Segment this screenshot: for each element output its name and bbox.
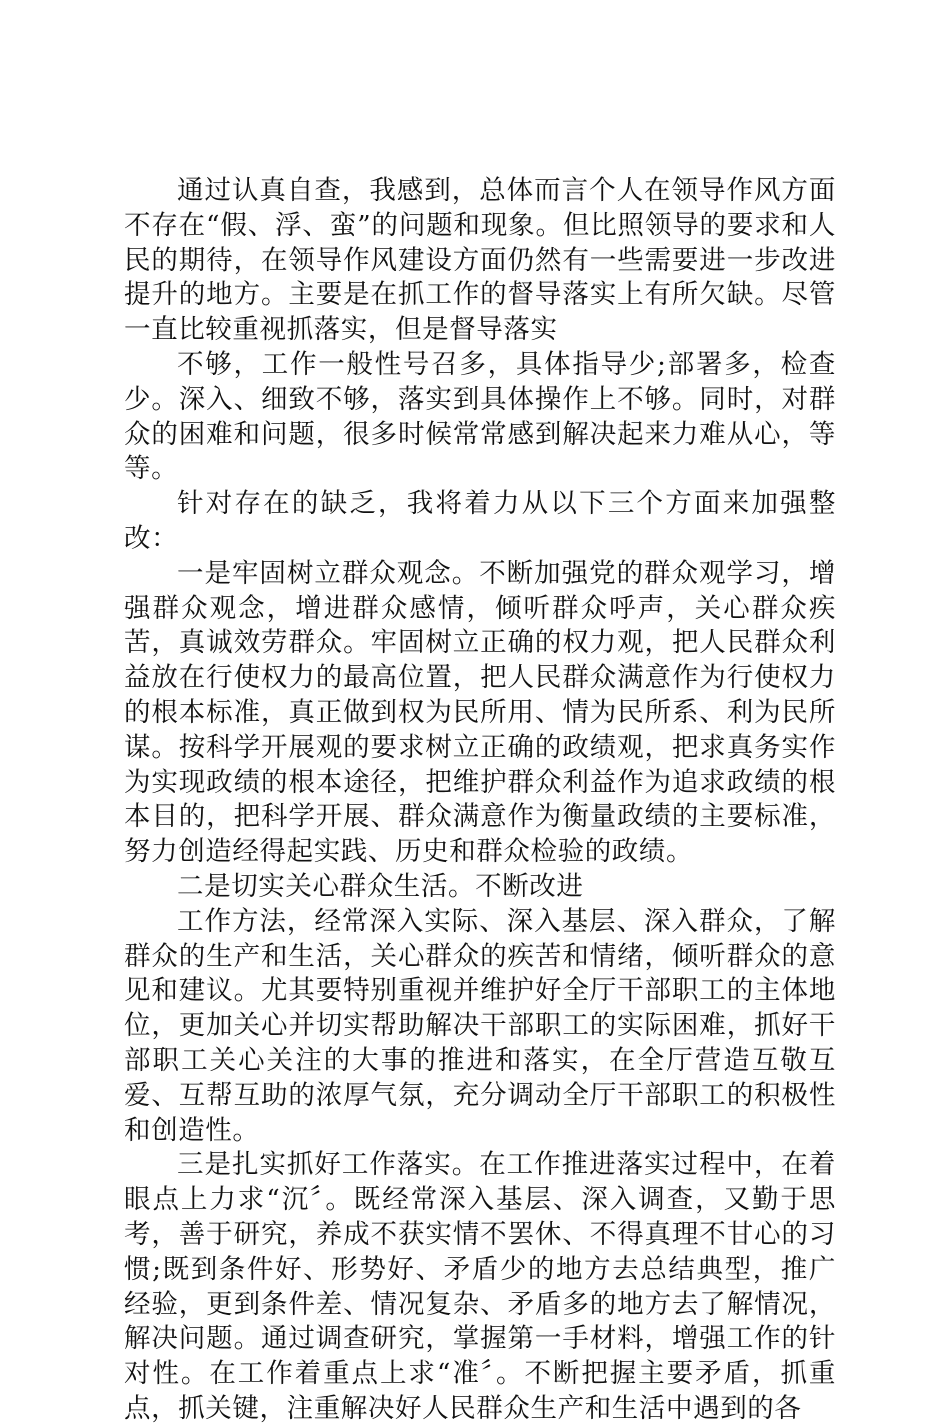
paragraph-point-one: 一是牢固树立群众观念。不断加强党的群众观学习，增强群众观念，增进群众感情，倾听群众呼声，关心群众疾苦，真诚效劳群众。牢固树立正确的权力观，把人民群众利益放在行使权力的最高位置，把人民群众满意作为行使权力的根本标准，真正做到权为民所用、情为民所系、利为民所谋。按科学开展观的要求树立正确的政绩观，把求真务实作为实现政绩的根本途径，把维护群众利益作为追求政绩的根本目的，把科学开展、群众满意作为衡量政绩的主要标准，努力创造经得起实践、历史和群众检验的政绩。 — [124, 557, 836, 868]
paragraph-rectification-intro: 针对存在的缺乏，我将着力从以下三个方面来加强整改： — [124, 488, 836, 554]
paragraph-self-review: 通过认真自查，我感到，总体而言个人在领导作风方面不存在“假、浮、蛮”的问题和现象。但比照领导的要求和人民的期待，在领导作风建设方面仍然有一些需要进一步改进提升的地方。主要是在抓工作的督导落实上有所欠缺。尽管一直比较重视抓落实，但是督导落实 — [124, 175, 836, 346]
paragraph-point-three: 三是扎实抓好工作落实。在工作推进落实过程中，在着眼点上力求“沉〞。既经常深入基层、深入调查，又勤于思考，善于研究，养成不获实情不罢休、不得真理不甘心的习惯;既到条件好、形势好、矛盾少的地方去总结典型，推广经验，更到条件差、情况复杂、矛盾多的地方去了解情况，解决问题。通过调查研究，掌握第一手材料，增强工作的针对性。在工作着重点上求“准〞。不断把握主要矛盾，抓重点，抓关键，注重解决好人民群众生产和生活中遇到的各 — [124, 1149, 836, 1424]
document-body — [124, 174, 836, 1427]
paragraph-point-two-body: 工作方法，经常深入实际、深入基层、深入群众，了解群众的生产和生活，关心群众的疾苦和情绪，倾听群众的意见和建议。尤其要特别重视并维护好全厅干部职工的主体地位，更加关心并切实帮助解决干部职工的实际困难，抓好干部职工关心关注的大事的推进和落实，在全厅营造互敬互爱、互帮互助的浓厚气氛，充分调动全厅干部职工的积极性和创造性。 — [124, 905, 836, 1146]
paragraph-shortcomings: 不够，工作一般性号召多，具体指导少;部署多，检查少。深入、细致不够，落实到具体操作上不够。同时，对群众的困难和问题，很多时候常常感到解决起来力难从心，等等。 — [124, 348, 836, 485]
paragraph-point-two-heading: 二是切实关心群众生活。不断改进 — [177, 870, 584, 902]
